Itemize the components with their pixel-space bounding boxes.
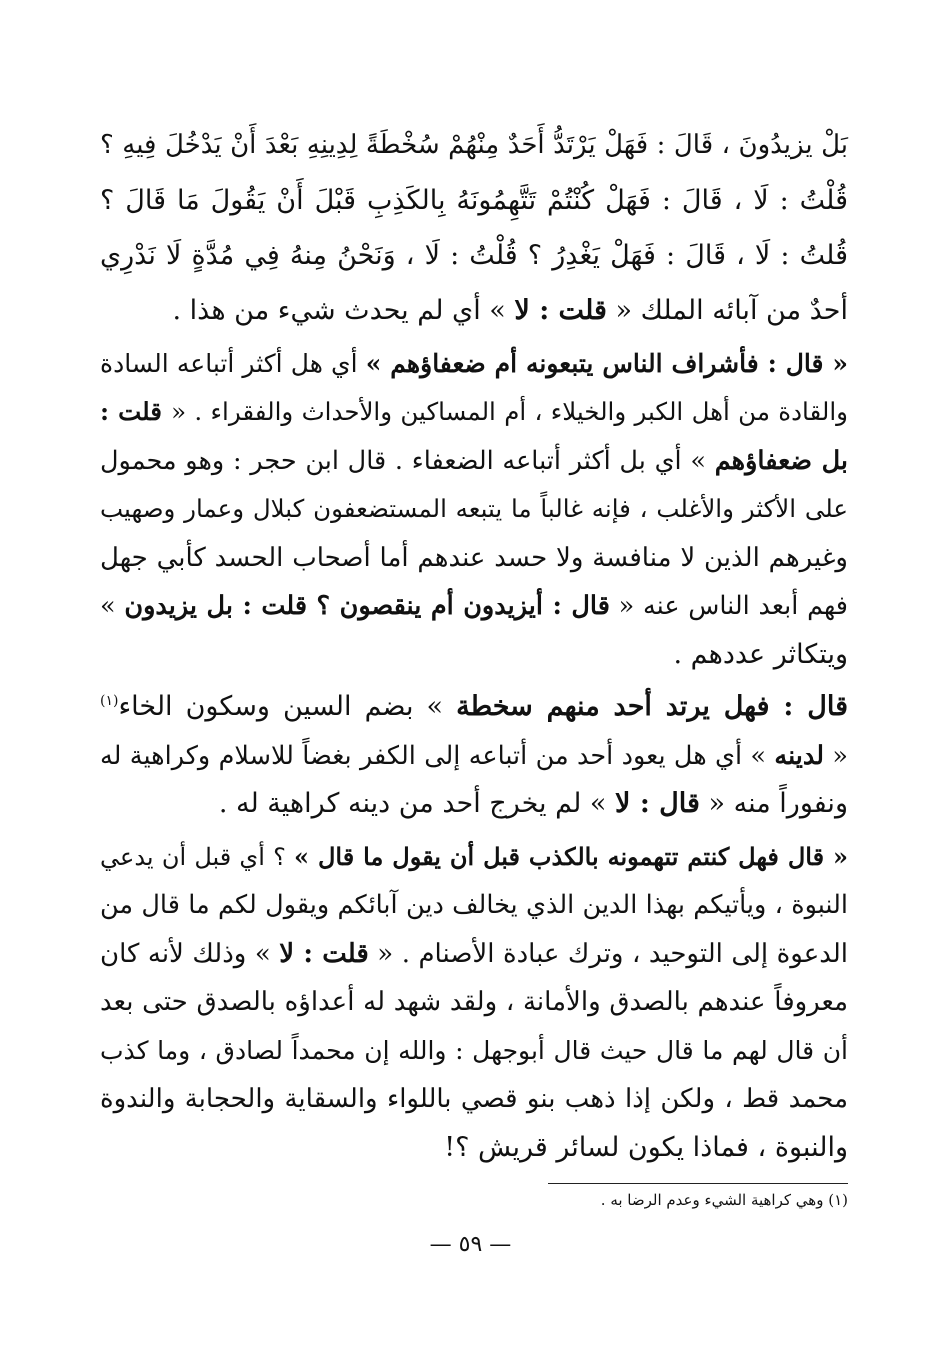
paragraph-3 bbox=[100, 683, 848, 829]
footnote: (١) وهي كراهية الشيء وعدم الرضا به . bbox=[600, 1191, 848, 1209]
text-line: الدعوة إلى التوحيد ، وترك عبادة الأصنام . « قلت : لا » وذلك لأنه كان bbox=[100, 938, 849, 969]
hadith-quote bbox=[100, 118, 848, 283]
text-line: النبوة ، ويأتيكم بهذا الدين الذي يخالف دين آبائكم ويقول لكم ما قال من bbox=[100, 890, 848, 920]
text-line: فهم أبعد الناس عنه « قال : أيزيدون أم ينقصون ؟ قلت : بل يزيدون » bbox=[100, 591, 848, 621]
text-line: « قال : فأشراف الناس يتبعونه أم ضعفاؤهم » أي هل أكثر أتباعه السادة bbox=[100, 348, 848, 378]
text-line: « قال فهل كنتم تتهمونه بالكذب قبل أن يقول ما قال » ؟ أي قبل أن يدعي bbox=[100, 841, 848, 871]
text-line: والقادة من أهل الكبر والخيلاء ، أم المساكين والأحداث والفقراء . « قلت : bbox=[100, 397, 848, 426]
text-line: على الأكثر والأغلب ، فإنه غالباً ما يتبعه المستضعفون كبلال وعمار وصهيب bbox=[100, 494, 848, 523]
paragraph-4 bbox=[100, 833, 848, 1173]
page-number: — ٥٩ — bbox=[429, 1232, 512, 1257]
text-line: معروفاً عندهم بالصدق والأمانة ، ولقد شهد له أعداؤه بالصدق حتى بعد bbox=[100, 987, 848, 1017]
text-line: أن قال لهم ما قال حيث قال أبوجهل : والله إن محمداً لصادق ، وما كذب bbox=[100, 1035, 848, 1065]
text-line: محمد قط ، ولكن إذا ذهب بنو قصي باللواء والسقاية والحجابة والندوة bbox=[100, 1084, 848, 1114]
text-line: وغيرهم الذين لا منافسة ولا حسد عندهم أما أصحاب الحسد كأبي جهل bbox=[100, 542, 848, 573]
text-line: ويتكاثر عددهم . bbox=[673, 638, 848, 670]
text-line: ونفوراً منه « قال : لا » لم يخرج أحد من دينه كراهية له . bbox=[218, 788, 848, 819]
page-body bbox=[100, 118, 848, 1172]
text-line: أحدٌ من آبائه الملك « قلت : لا » أي لم يحدث شيء من هذا . bbox=[172, 295, 848, 326]
hadith-line: قُلْتُ : لَا ، قَالَ : فَهَلْ كُنْتُمْ تَتَّهِمُونَهُ بِالكَذِبِ قَبْلَ أَنْ يَقُولَ مَا قَالَ ؟ bbox=[100, 185, 848, 216]
footnote-divider bbox=[548, 1183, 848, 1184]
text-line: « لدينه » أي هل يعود أحد من أتباعه إلى الكفر بغضاً للاسلام وكراهية له bbox=[100, 740, 848, 771]
hadith-line: قُلتُ : لَا ، قَالَ : فَهَلْ يَغْدِرُ ؟ قُلْتُ : لَا ، وَنَحْنُ مِنهُ فِي مُدَّةٍ لَا نَدْرِي bbox=[100, 240, 848, 271]
paragraph-2 bbox=[100, 340, 848, 680]
text-line: بل ضعفاؤهم » أي بل أكثر أتباعه الضعفاء . قال ابن حجر : وهو محمول bbox=[100, 445, 848, 476]
text-line: قال : فهل يرتد أحد منهم سخطة » بضم السين وسكون الخاء$^{(١)}$ bbox=[100, 691, 848, 722]
hadith-line: بَلْ يزيدُونَ ، قَالَ : فَهَلْ يَرْتَدُّ أَحَدٌ مِنْهُمْ سُخْطَةً لِدِينِهِ بَعْدَ أَنْ يَدْخُلَ فِيهِ ؟ bbox=[100, 130, 848, 160]
footnote-marker: (١) bbox=[100, 693, 119, 709]
text-line: والنبوة ، فماذا يكون لسائر قريش ؟! bbox=[444, 1131, 848, 1163]
paragraph-1 bbox=[100, 287, 848, 336]
